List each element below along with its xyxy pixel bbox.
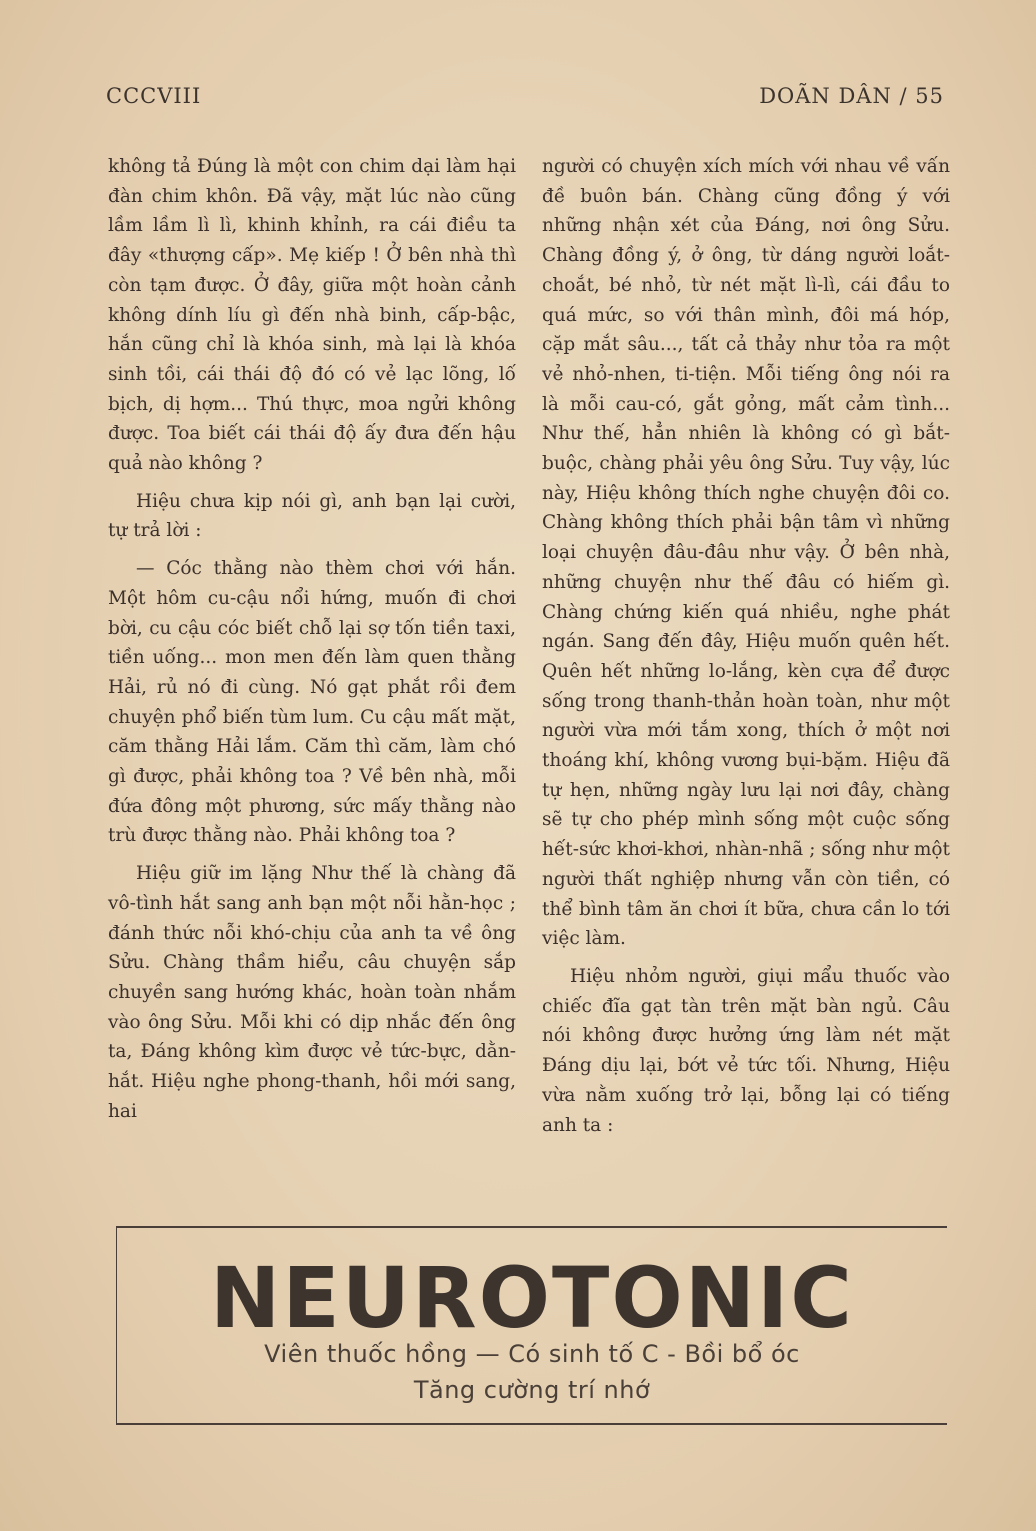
right-column [542,152,950,1148]
advertisement-box [116,1226,947,1425]
paragraph: người có chuyện xích mích với nhau về vấn đề buôn bán. Chàng cũng đồng ý với những nhận xét của Đáng, nơi ông Sửu. Chàng đồng ý, ở ông, từ dáng người loắt-choắt, bé nhỏ, từ nét mặt lì-lì, cái đầu to quá mức, so với thân mình, đôi má hóp, cặp mắt sâu..., tất cả thảy như tỏa ra một vẻ nhỏ-nhen, ti-tiện. Mỗi tiếng ông nói ra là mỗi cau-có, gắt gỏng, mất cảm tình... Như thế, hẳn nhiên là không có gì bắt-buộc, chàng phải yêu ông Sửu. Tuy vậy, lúc này, Hiệu không thích nghe chuyện đôi co. Chàng không thích phải bận tâm vì những loại chuyện đâu-đâu như vậy. Ở bên nhà, những chuyện như thế đâu có hiếm gì. Chàng chứng kiến quá nhiều, nghe phát ngán. Sang đến đây, Hiệu muốn quên hết. Quên hết những lo-lắng, kèn cựa để được sống trong thanh-thản hoàn toàn, như một người vừa mới tắm xong, thích ở một nơi thoáng khí, không vương bụi-bặm. Hiệu đã tự hẹn, những ngày lưu lại nơi đây, chàng sẽ tự cho phép mình sống một cuộc sống hết-sức khơi-khơi, nhàn-nhã ; sống như một người thất nghiệp nhưng vẫn còn tiền, có thể bình tâm ăn chơi ít bữa, chưa cần lo tới việc làm. [542,156,950,950]
ad-brand-name: NEUROTONIC [210,1249,854,1347]
paragraph: Hiệu nhỏm người, giụi mẩu thuốc vào chiếc đĩa gạt tàn trên mặt bàn ngủ. Câu nói không được hưởng ứng làm nét mặt Đáng dịu lại, bớt vẻ tức tối. Nhưng, Hiệu vừa nằm xuống trở lại, bỗng lại có tiếng anh ta : [542,965,950,1136]
chapter-number: CCCVIII [106,84,202,108]
paragraph: Hiệu giữ im lặng Như thế là chàng đã vô-tình hắt sang anh bạn một nỗi hằn-học ; đánh thức nỗi khó-chịu của anh ta về ông Sửu. Chàng thầm hiểu, câu chuyện sắp chuyền sang hướng khác, hoàn toàn nhắm vào ông Sửu. Mỗi khi có dịp nhắc đến ông ta, Đáng không kìm được vẻ tức-bực, dằn-hắt. Hiệu nghe phong-thanh, hồi mới sang, hai [108,863,516,1122]
paragraph: Hiệu chưa kịp nói gì, anh bạn lại cười, tự trả lời : [108,490,516,542]
paragraph: — Cóc thằng nào thèm chơi với hắn. Một hôm cu-cậu nổi hứng, muốn đi chơi bời, cu cậu cóc biết chỗ lại sợ tốn tiền taxi, tiền uống... mon men đến làm quen thằng Hải, rủ nó đi cùng. Nó gạt phắt rồi đem chuyện phổ biến tùm lum. Cu cậu mất mặt, căm thằng Hải lắm. Căm thì căm, làm chó gì được, phải không toa ? Về bên nhà, mỗi đứa đông một phương, sức mấy thằng nào trù được thằng nào. Phải không toa ? [108,558,516,847]
ad-subtagline: Tăng cường trí nhớ [413,1376,651,1404]
page-header [106,84,944,114]
paragraph: không tả Đúng là một con chim dại làm hại đàn chim khôn. Đã vậy, mặt lúc nào cũng lầm lầm lì lì, khinh khỉnh, ra cái điều ta đây «thượng cấp». Mẹ kiếp ! Ở bên nhà thì còn tạm được. Ở đây, giữa một hoàn cảnh không dính líu gì đến nhà binh, cấp-bậc, hắn cũng chỉ là khóa sinh, mà lại là khóa sinh tồi, cái thái độ đó có vẻ lạc lõng, lố bịch, dị hợm... Thú thực, moa ngửi không được. Toa biết cái thái độ ấy đưa đến hậu quả nào không ? [108,156,516,475]
left-column [108,152,516,1135]
running-title: DOÃN DÂN / 55 [759,84,944,108]
ad-tagline: Viên thuốc hồng — Có sinh tố C - Bồi bổ óc [264,1340,800,1368]
